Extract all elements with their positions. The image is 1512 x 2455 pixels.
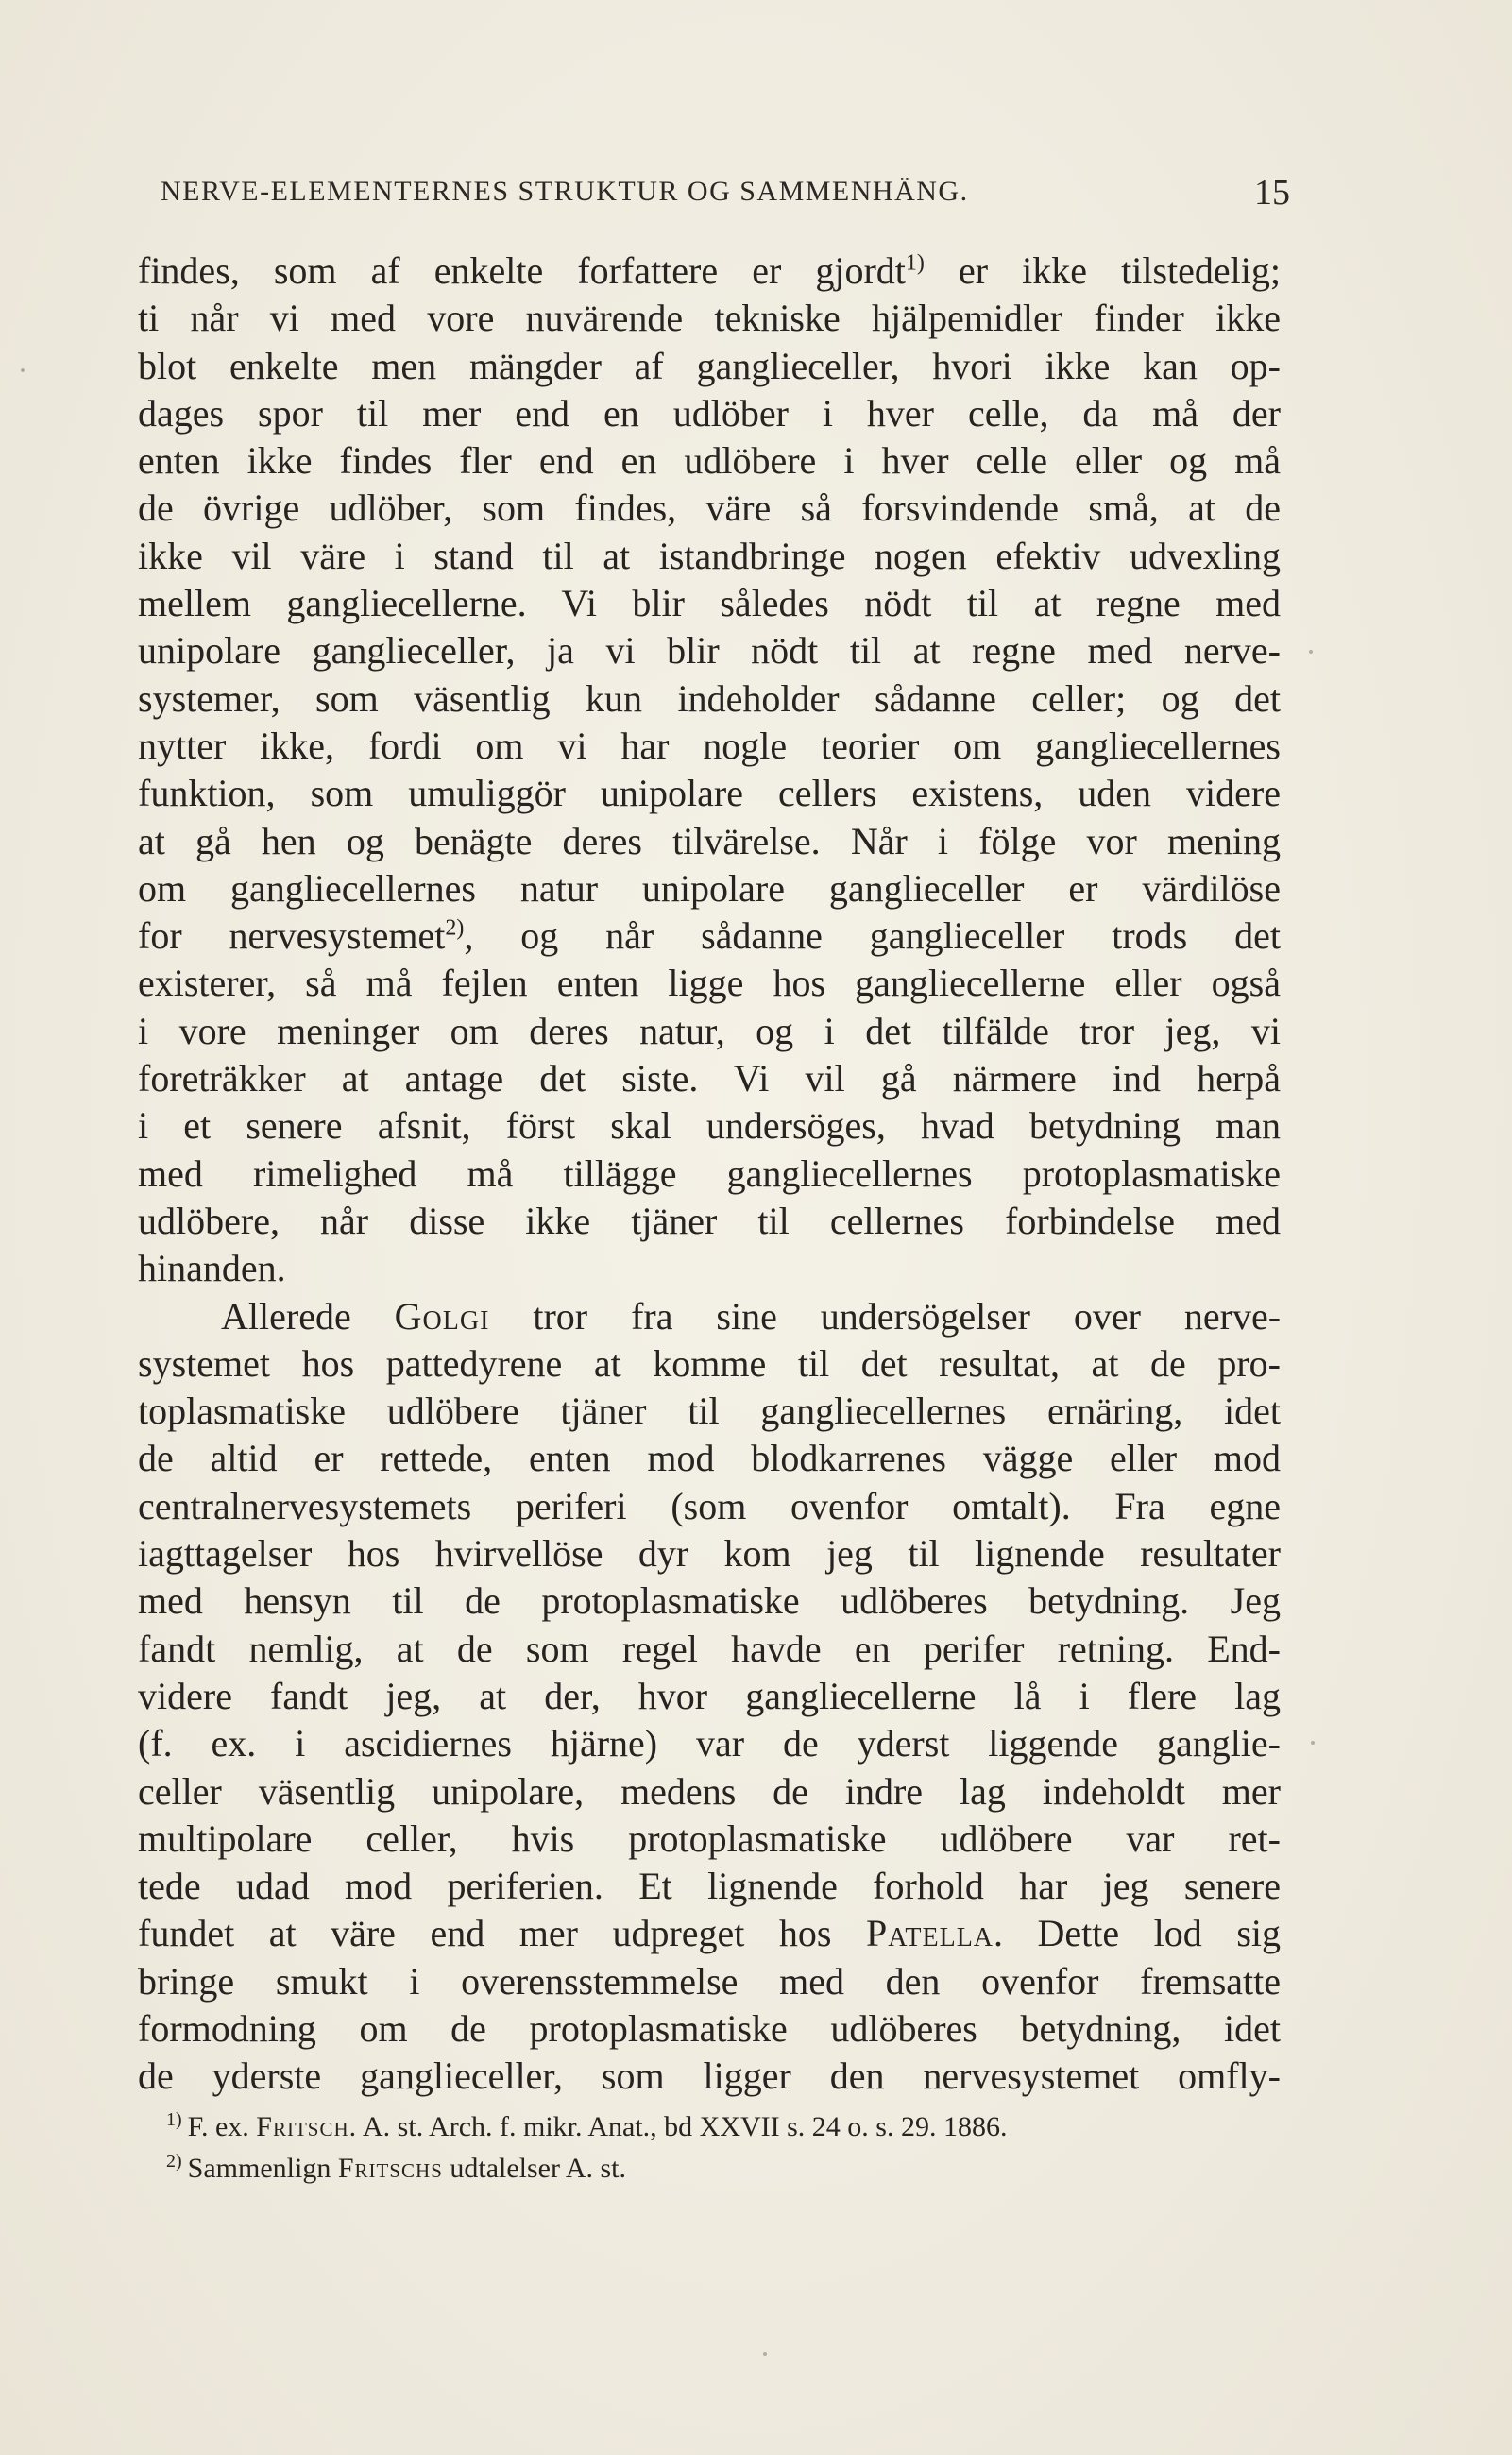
text-line: de övrige udlöber, som findes, väre så forsvindende små, at de [138,486,1281,530]
text-line: fundet at väre end mer udpreget hos Patella. Dette lod sig [138,1912,1281,1955]
footnote-1-author: Fritsch. [256,2111,358,2142]
text-line: i et senere afsnit, först skal undersöges, hvad betydning man [138,1104,1281,1148]
text-line: existerer, så må fejlen enten ligge hos gangliecellerne eller også [138,962,1281,1005]
author-name-golgi: Golgi [394,1294,490,1338]
text-line: centralnervesystemets periferi (som ovenfor omtalt). Fra egne [138,1484,1281,1527]
text-line: de altid er rettede, enten mod blodkarrenes vägge eller mod [138,1437,1281,1480]
footnote-1: $^{1)}$ F. ex. Fritsch. A. st. Arch. f. mikr. Anat., bd XXVII s. 24 o. s. 29. 1886. [166,2109,1008,2142]
footnote-ref-1: 1) [905,250,925,276]
paper-speck [1309,650,1313,654]
page-number: 15 [1254,173,1290,213]
footnotes [166,2106,1281,2190]
text-line: blot enkelte men mängder af ganglieceller, hvori ikke kan op- [138,344,1281,387]
paper-speck [1311,1741,1315,1745]
paragraph-end-line: hinanden. [138,1247,286,1290]
text-line: multipolare celler, hvis protoplasmatiske udlöbere var ret- [138,1816,1281,1860]
text-line: med rimelighed må tillägge gangliecellernes protoplasmatiske [138,1151,1281,1195]
text-line: mellem gangliecellerne. Vi blir således nödt til at regne med [138,582,1281,625]
text-line: om gangliecellernes natur unipolare ganglieceller er värdilöse [138,866,1281,910]
text-line: celler väsentlig unipolare, medens de indre lag indeholdt mer [138,1769,1281,1813]
footnote-ref-2: 2) [445,915,465,941]
text-line: de yderste ganglieceller, som ligger den nervesystemet omfly- [138,2054,1281,2098]
text-line: i vore meninger om deres natur, og i det tilfälde tror jeg, vi [138,1009,1281,1052]
paper-speck [21,368,25,372]
text-line: systemer, som väsentlig kun indeholder sådanne celler; og det [138,676,1281,720]
text-line: videre fandt jeg, at der, hvor gangliecellerne lå i flere lag [138,1674,1281,1717]
text-line: systemet hos pattedyrene at komme til det resultat, at de pro- [138,1341,1281,1385]
text-line: (f. ex. i ascidiernes hjärne) var de yderst liggende ganglie- [138,1722,1281,1765]
text-line: funktion, som umuliggör unipolare cellers existens, uden videre [138,772,1281,815]
text-line: bringe smukt i overensstemmelse med den ovenfor fremsatte [138,1959,1281,2003]
footnote-2: $^{2)}$ Sammenlign Fritschs udtalelser A. st. [166,2151,627,2184]
text-line: udlöbere, når disse ikke tjäner til cellernes forbindelse med [138,1199,1281,1242]
genus-name-patella: Patella [866,1912,994,1955]
text-line: findes, som af enkelte forfattere er gjordt$^{1)}$ er ikke tilstedelig; [138,249,1282,292]
paper-speck [763,2352,767,2356]
text-line: tede udad mod periferien. Et lignende forhold har jeg senere [138,1865,1281,1908]
text-line: ikke vil väre i stand til at istandbringe nogen efektiv udvexling [138,534,1281,577]
text-line: at gå hen og benägte deres tilvärelse. Når i fölge vor mening [138,819,1281,862]
text-line: med hensyn til de protoplasmatiske udlöberes betydning. Jeg [138,1579,1281,1623]
text-line: for nervesystemet$^{2)}$, og når sådanne ganglieceller trods det [138,914,1281,958]
text-line: ti når vi med vore nuvärende tekniske hjälpemidler finder ikke [138,297,1281,340]
text-line: dages spor til mer end en udlöber i hver celle, da må der [138,391,1281,435]
text-line: iagttagelser hos hvirvellöse dyr kom jeg til lignende resultater [138,1532,1281,1576]
text-line: fandt nemlig, at de som regel havde en perifer retning. End- [138,1627,1281,1670]
text-line: enten ikke findes fler end en udlöbere i hver celle eller og må [138,439,1281,483]
running-title: NERVE-ELEMENTERNES STRUKTUR OG SAMMENHÄNG. [161,176,969,207]
text-line: foreträkker at antage det siste. Vi vil gå närmere ind herpå [138,1057,1281,1100]
paragraph-start-line: Allerede Golgi tror fra sine undersögelser over nerve- [221,1294,1282,1338]
text-line: toplasmatiske udlöbere tjäner til gangliecellernes ernäring, idet [138,1389,1281,1433]
text-line: formodning om de protoplasmatiske udlöberes betydning, idet [138,2006,1281,2050]
footnote-2-author: Fritschs [337,2153,443,2184]
text-line: nytter ikke, fordi om vi har nogle teorier om gangliecellernes [138,724,1281,767]
body-text [138,247,1281,2101]
text-line: unipolare ganglieceller, ja vi blir nödt til at regne med nerve- [138,629,1281,673]
